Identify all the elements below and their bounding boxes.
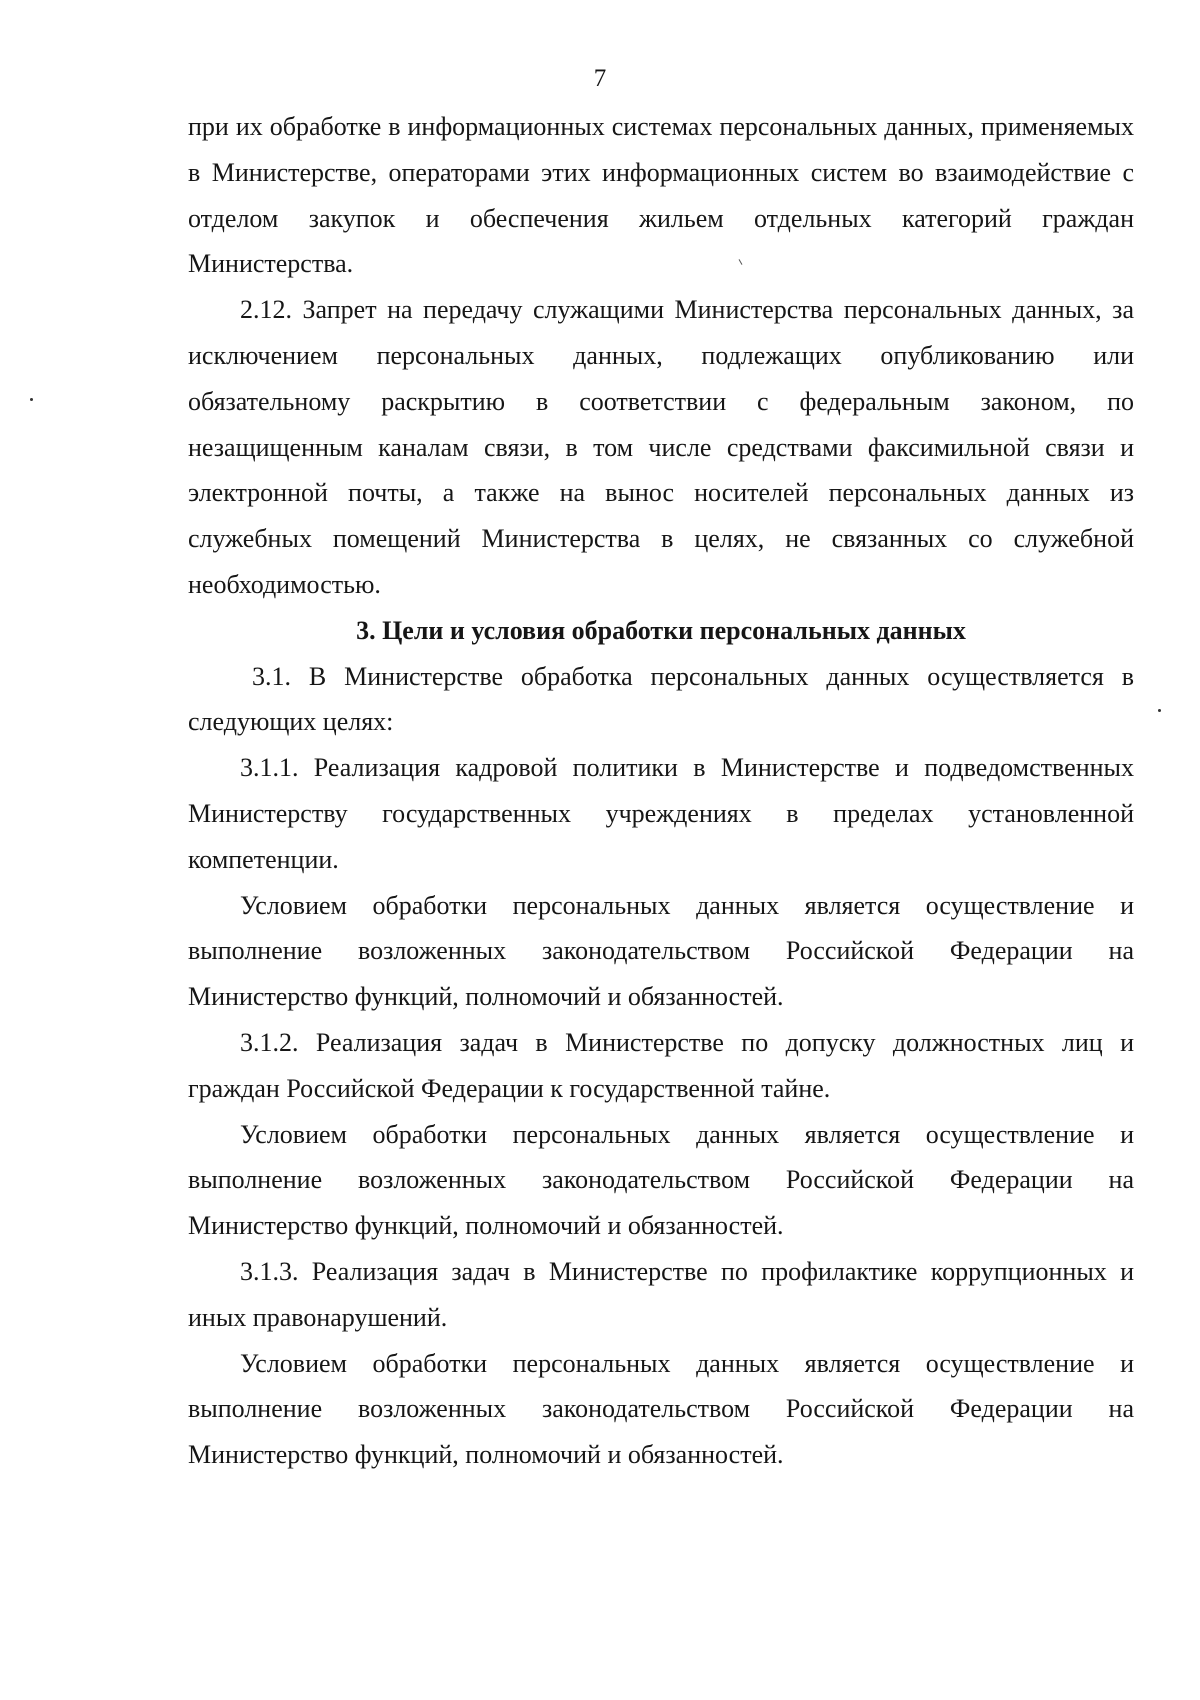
paragraph-3-1-1: 3.1.1. Реализация кадровой политики в Министерстве и подведомственных Министерству государственных учреждениях в пределах установленной компетенции. [188, 753, 1134, 874]
paragraph-3-1: 3.1. В Министерстве обработка персональных данных осуществляется в следующих целях: [188, 661, 1134, 737]
section-heading-3: 3. Цели и условия обработки персональных данных [356, 615, 966, 645]
scan-speck [1158, 709, 1161, 712]
paragraph-2-12: 2.12. Запрет на передачу служащими Министерства персональных данных, за исключением персональных данных, подлежащих опубликованию или обязательному раскрытию в соответствии с федеральным законом, по незащищенным каналам связи, в том числе средствами факсимильной связи и электронной почты, а также на вынос носителей персональных данных из служебных помещений Министерства в целях, не связанных со служебной необходимостью. [188, 295, 1134, 599]
paragraph-condition-2: Условием обработки персональных данных является осуществление и выполнение возложенных законодательством Российской Федерации на Министерство функций, полномочий и обязанностей. [188, 1119, 1134, 1241]
paragraph-condition-1: Условием обработки персональных данных является осуществление и выполнение возложенных законодательством Российской Федерации на Министерство функций, полномочий и обязанностей. [188, 890, 1134, 1012]
scan-speck [30, 398, 33, 401]
paragraph-continuation: при их обработке в информационных системах персональных данных, применяемых в Министерстве, операторами этих информационных систем во взаимодействие с отделом закупок и обеспечения жильем отдельных категорий граждан Министерства. [188, 112, 1134, 279]
paragraph-condition-3: Условием обработки персональных данных является осуществление и выполнение возложенных законодательством Российской Федерации на Министерство функций, полномочий и обязанностей. [188, 1348, 1134, 1470]
page-number: 7 [593, 65, 607, 92]
paragraph-3-1-3: 3.1.3. Реализация задач в Министерстве по профилактике коррупционных и иных правонарушений. [188, 1256, 1134, 1332]
document-body [188, 104, 1134, 1478]
paragraph-3-1-2: 3.1.2. Реализация задач в Министерстве по допуску должностных лиц и граждан Российской Федерации к государственной тайне. [188, 1027, 1134, 1103]
